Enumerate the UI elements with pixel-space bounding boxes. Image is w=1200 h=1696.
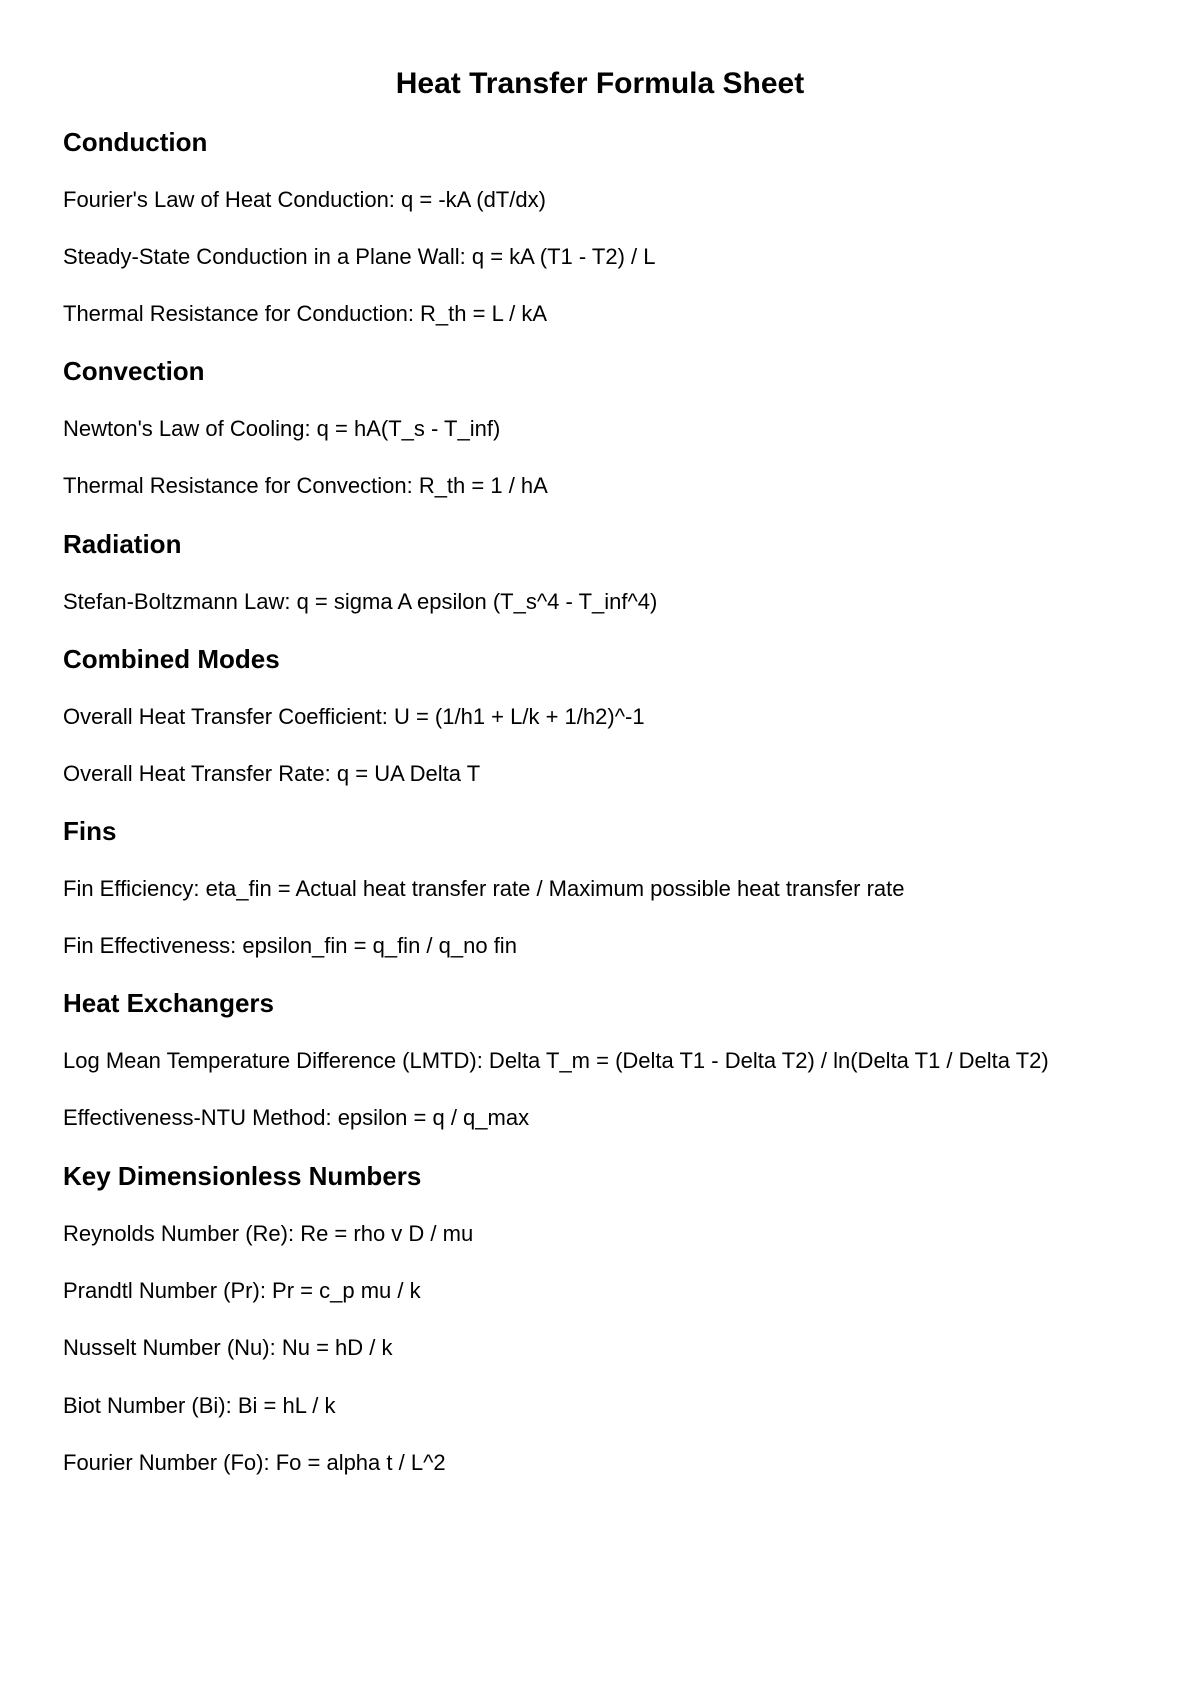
section-heading-fins: Fins xyxy=(63,816,117,846)
section-heading-radiation: Radiation xyxy=(63,529,182,559)
section-heading-combined-modes: Combined Modes xyxy=(63,644,280,674)
formula-fourier-number: Fourier Number (Fo): Fo = alpha t / L^2 xyxy=(63,1450,446,1475)
formula-plane-wall-conduction: Steady-State Conduction in a Plane Wall: q = kA (T1 - T2) / L xyxy=(63,244,656,269)
section-heading-conduction: Conduction xyxy=(63,127,208,157)
formula-overall-rate: Overall Heat Transfer Rate: q = UA Delta T xyxy=(63,761,481,786)
formula-prandtl: Prandtl Number (Pr): Pr = c_p mu / k xyxy=(63,1278,421,1303)
page-title: Heat Transfer Formula Sheet xyxy=(395,67,805,100)
formula-nusselt: Nusselt Number (Nu): Nu = hD / k xyxy=(63,1335,393,1360)
formula-effectiveness-ntu: Effectiveness-NTU Method: epsilon = q / q_max xyxy=(63,1105,530,1130)
section-heading-dimensionless-numbers: Key Dimensionless Numbers xyxy=(63,1161,422,1191)
formula-fouriers-law: Fourier's Law of Heat Conduction: q = -kA (dT/dx) xyxy=(63,187,546,212)
formula-conduction-resistance: Thermal Resistance for Conduction: R_th = L / kA xyxy=(63,301,548,326)
formula-fin-efficiency: Fin Efficiency: eta_fin = Actual heat transfer rate / Maximum possible heat transfer rate xyxy=(63,876,905,901)
formula-stefan-boltzmann: Stefan-Boltzmann Law: q = sigma A epsilon (T_s^4 - T_inf^4) xyxy=(63,589,658,614)
formula-convection-resistance: Thermal Resistance for Convection: R_th = 1 / hA xyxy=(63,473,548,498)
section-heading-heat-exchangers: Heat Exchangers xyxy=(63,988,274,1018)
formula-fin-effectiveness: Fin Effectiveness: epsilon_fin = q_fin / q_no fin xyxy=(63,933,517,958)
formula-lmtd: Log Mean Temperature Difference (LMTD): Delta T_m = (Delta T1 - Delta T2) / ln(Delta T1 / Delta T2) xyxy=(63,1048,1049,1073)
formula-overall-coefficient: Overall Heat Transfer Coefficient: U = (1/h1 + L/k + 1/h2)^-1 xyxy=(63,704,645,729)
formula-newtons-cooling: Newton's Law of Cooling: q = hA(T_s - T_inf) xyxy=(63,416,501,441)
section-heading-convection: Convection xyxy=(63,356,205,386)
formula-biot: Biot Number (Bi): Bi = hL / k xyxy=(63,1393,336,1418)
formula-reynolds: Reynolds Number (Re): Re = rho v D / mu xyxy=(63,1221,474,1246)
